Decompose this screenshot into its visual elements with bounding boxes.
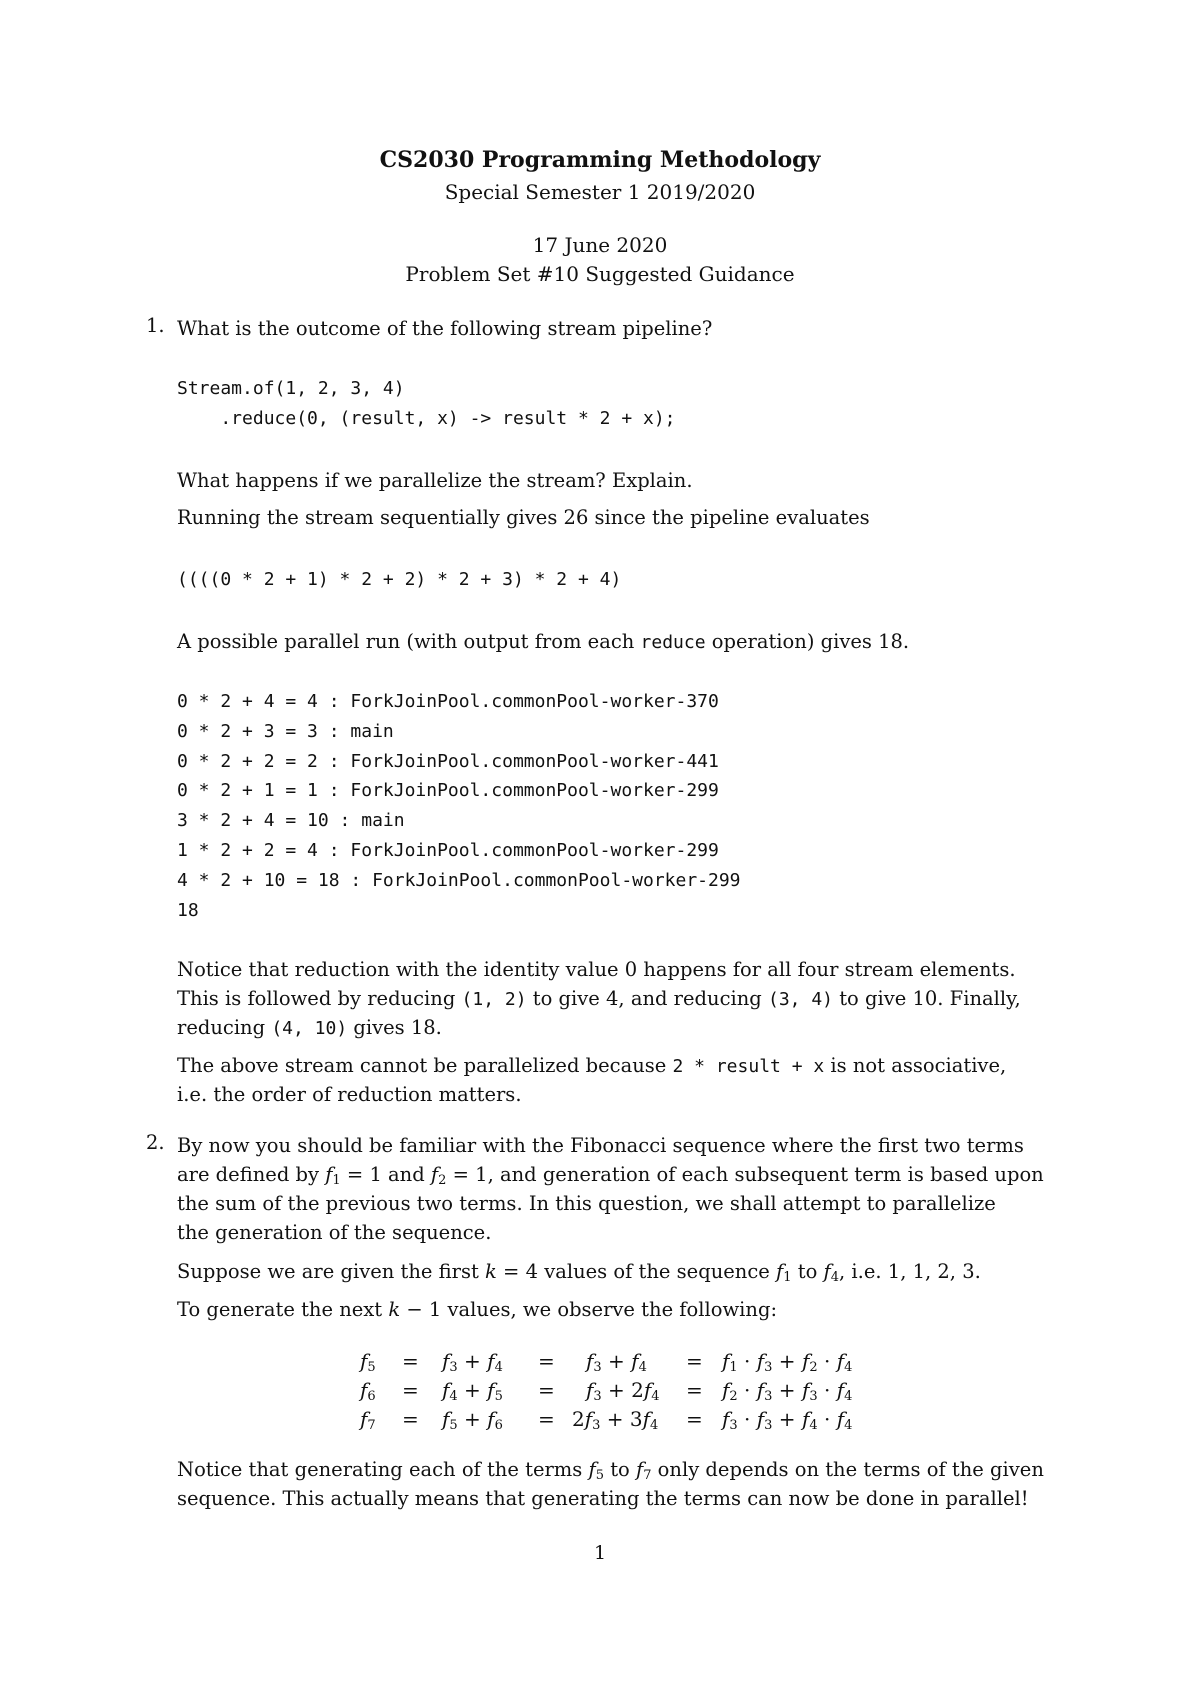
- answer-text: reducing (4, 10) gives 18.: [177, 1016, 442, 1039]
- equation-term: $2f_3 + 3f_4$: [572, 1407, 659, 1433]
- equals-sign: =: [686, 1378, 703, 1402]
- equation-row: $f_6$: [360, 1378, 376, 1404]
- equation-term: $f_2 \cdot f_3 + f_3 \cdot f_4$: [722, 1378, 853, 1404]
- equation-term: $f_1 \cdot f_3 + f_2 \cdot f_4$: [722, 1349, 853, 1375]
- answer-text: Running the stream sequentially gives 26 since the pipeline evaluates: [177, 506, 870, 529]
- question-text: sequence. This actually means that generating the terms can now be done in parallel!: [177, 1487, 1029, 1510]
- equals-sign: =: [538, 1407, 555, 1431]
- equation-row: $f_5$: [360, 1349, 376, 1375]
- question-text: the sum of the previous two terms. In this question, we shall attempt to parallelize: [177, 1192, 996, 1215]
- equals-sign: =: [402, 1378, 419, 1402]
- answer-text: i.e. the order of reduction matters.: [177, 1083, 522, 1106]
- equals-sign: =: [538, 1378, 555, 1402]
- question-text: Suppose we are given the first k = 4 values of the sequence $f_1$ to $f_4$, i.e. 1, 1, 2, 3.: [177, 1260, 981, 1285]
- followup-question: What happens if we parallelize the stream? Explain.: [177, 469, 693, 492]
- equals-sign: =: [538, 1349, 555, 1373]
- equals-sign: =: [686, 1349, 703, 1373]
- question-text: What is the outcome of the following stream pipeline?: [177, 317, 713, 340]
- question-text: the generation of the sequence.: [177, 1221, 492, 1244]
- equation-term: $f_5 + f_6$: [442, 1407, 503, 1433]
- answer-text: Notice that reduction with the identity value 0 happens for all four stream elements.: [177, 958, 1016, 981]
- answer-text: A possible parallel run (with output from each reduce operation) gives 18.: [177, 630, 910, 653]
- equation-term: $f_3 + f_4$: [586, 1349, 647, 1375]
- question-text: By now you should be familiar with the Fibonacci sequence where the first two terms: [177, 1134, 1024, 1157]
- question-number: 2.: [146, 1131, 165, 1154]
- date-line: 17 June 2020: [532, 233, 668, 257]
- document-title: CS2030 Programming Methodology: [379, 147, 821, 173]
- problem-set-title: Problem Set #10 Suggested Guidance: [405, 262, 795, 286]
- answer-text: The above stream cannot be parallelized because 2 * result + x is not associative,: [177, 1054, 1007, 1077]
- equation-term: $f_4 + f_5$: [442, 1378, 503, 1404]
- equation-term: $f_3 + f_4$: [442, 1349, 503, 1375]
- code-output: 0 * 2 + 4 = 4 : ForkJoinPool.commonPool-worker-370 0 * 2 + 3 = 3 : main 0 * 2 + 2 = 2 : ForkJoinPool.commonPool-worker-441 0 * 2 + 1 = 1 : ForkJoinPool.commonPool-worker-299 3 * 2 + 4 = 10 : main 1 * 2 + 2 = 4 : ForkJoinPool.commonPool-worker-299 4 * 2 + 10 = 18 : ForkJoinPool.commonPool-worker-299 18: [177, 691, 741, 921]
- equals-sign: =: [402, 1407, 419, 1431]
- code-block: Stream.of(1, 2, 3, 4) .reduce(0, (result, x) -> result * 2 + x);: [177, 378, 676, 429]
- equation-term: $f_3 \cdot f_3 + f_4 \cdot f_4$: [722, 1407, 853, 1433]
- semester-line: Special Semester 1 2019/2020: [444, 180, 756, 204]
- answer-text: This is followed by reducing (1, 2) to give 4, and reducing (3, 4) to give 10. Finally,: [177, 987, 1021, 1010]
- question-text: are defined by $f_1 = 1$ and $f_2 = 1$, and generation of each subsequent term is based upon: [177, 1163, 1044, 1188]
- equals-sign: =: [402, 1349, 419, 1373]
- question-number: 1.: [146, 314, 165, 337]
- equation-term: $f_3 + 2f_4$: [586, 1378, 660, 1404]
- equals-sign: =: [686, 1407, 703, 1431]
- equation-row: $f_7$: [360, 1407, 376, 1433]
- page-number: 1: [593, 1542, 607, 1564]
- code-expression: ((((0 * 2 + 1) * 2 + 2) * 2 + 3) * 2 + 4): [177, 569, 622, 590]
- question-text: To generate the next k − 1 values, we observe the following:: [177, 1298, 778, 1321]
- question-text: Notice that generating each of the terms $f_5$ to $f_7$ only depends on the terms of the given: [177, 1458, 1044, 1483]
